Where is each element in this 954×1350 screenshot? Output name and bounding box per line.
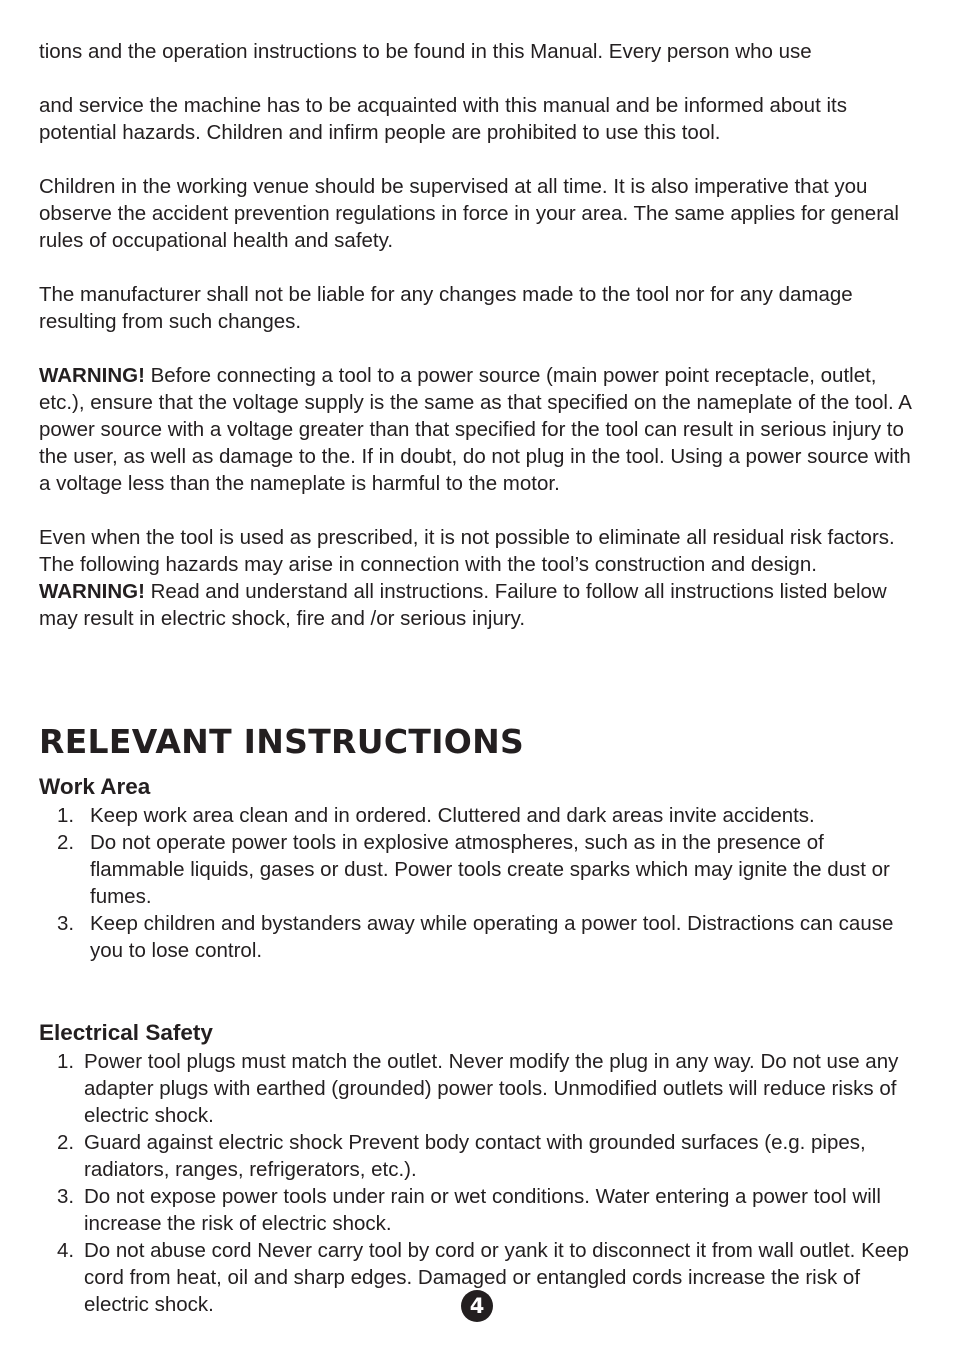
item-text: Power tool plugs must match the outlet. Never modify the plug in any way. Do not use any adapter plugs with earthed (grounded) power tools. Unmodified outlets will reduce risks of electric shock. bbox=[84, 1050, 899, 1127]
section-heading: RELEVANT INSTRUCTIONS bbox=[39, 722, 525, 761]
item-text: Do not abuse cord Never carry tool by cord or yank it to disconnect it from wall outlet. Keep cord from heat, oil and sharp edges. Damaged or entangled cords increase the risk of electric shock. bbox=[84, 1239, 909, 1316]
work-area-list bbox=[39, 802, 919, 964]
manual-page bbox=[39, 38, 919, 1316]
item-number: 2. bbox=[57, 1131, 75, 1154]
electrical-safety-title: Electrical Safety bbox=[39, 1020, 213, 1045]
list-item bbox=[39, 802, 919, 829]
warning-paragraph-2 bbox=[39, 578, 919, 632]
item-text: Guard against electric shock Prevent body contact with grounded surfaces (e.g. pipes, radiators, ranges, refrigerators, etc.). bbox=[84, 1131, 866, 1181]
warning-text: Read and understand all instructions. Failure to follow all instructions listed below may result in electric shock, fire and /or serious injury. bbox=[39, 580, 887, 630]
item-text: Keep work area clean and in ordered. Cluttered and dark areas invite accidents. bbox=[90, 804, 815, 827]
item-text: Keep children and bystanders away while operating a power tool. Distractions can cause you to lose control. bbox=[90, 912, 894, 962]
item-number: 1. bbox=[57, 1050, 75, 1073]
work-area-section bbox=[39, 772, 919, 964]
intro-paragraph-4: The manufacturer shall not be liable for any changes made to the tool nor for any damage resulting from such changes. bbox=[39, 283, 853, 333]
warning-label: WARNING! bbox=[39, 580, 145, 603]
item-number: 1. bbox=[57, 804, 75, 827]
electrical-safety-list bbox=[39, 1048, 919, 1318]
list-item bbox=[39, 1048, 919, 1129]
item-text: Do not expose power tools under rain or wet conditions. Water entering a power tool will increase the risk of electric shock. bbox=[84, 1185, 881, 1235]
item-number: 3. bbox=[57, 912, 75, 935]
warning-text: Before connecting a tool to a power source (main power point receptacle, outlet, etc.), ensure that the voltage supply is the same as that specified on the nameplate of the tool. A power source with a voltage greater than that specified for the tool can result in serious injury to the user, as well as damage to the. If in doubt, do not plug in the tool. Using a power source with a voltage less than the nameplate is harmful to the motor. bbox=[39, 364, 911, 495]
warning-label: WARNING! bbox=[39, 364, 145, 387]
list-item bbox=[39, 910, 919, 964]
intro-paragraph-6: Even when the tool is used as prescribed, it is not possible to eliminate all residual risk factors. The following hazards may arise in connection with the tool’s construction and design. bbox=[39, 526, 895, 576]
list-item bbox=[39, 1183, 919, 1237]
list-item bbox=[39, 829, 919, 910]
intro-paragraph-2: and service the machine has to be acquainted with this manual and be informed about its potential hazards. Children and infirm people are prohibited to use this tool. bbox=[39, 94, 847, 144]
item-number: 3. bbox=[57, 1185, 75, 1208]
electrical-safety-section bbox=[39, 1018, 919, 1318]
item-number: 4. bbox=[57, 1239, 75, 1262]
work-area-title: Work Area bbox=[39, 774, 151, 799]
warning-paragraph-1 bbox=[39, 362, 919, 497]
item-number: 2. bbox=[57, 831, 75, 854]
page-number-badge: 4 bbox=[461, 1290, 493, 1322]
list-item bbox=[39, 1129, 919, 1183]
intro-paragraph-3: Children in the working venue should be supervised at all time. It is also imperative that you observe the accident prevention regulations in force in your area. The same applies for general rules of occupational health and safety. bbox=[39, 175, 899, 252]
item-text: Do not operate power tools in explosive atmospheres, such as in the presence of flammable liquids, gases or dust. Power tools create sparks which may ignite the dust or fumes. bbox=[90, 831, 890, 908]
intro-paragraph-1: tions and the operation instructions to be found in this Manual. Every person who use bbox=[39, 40, 812, 63]
